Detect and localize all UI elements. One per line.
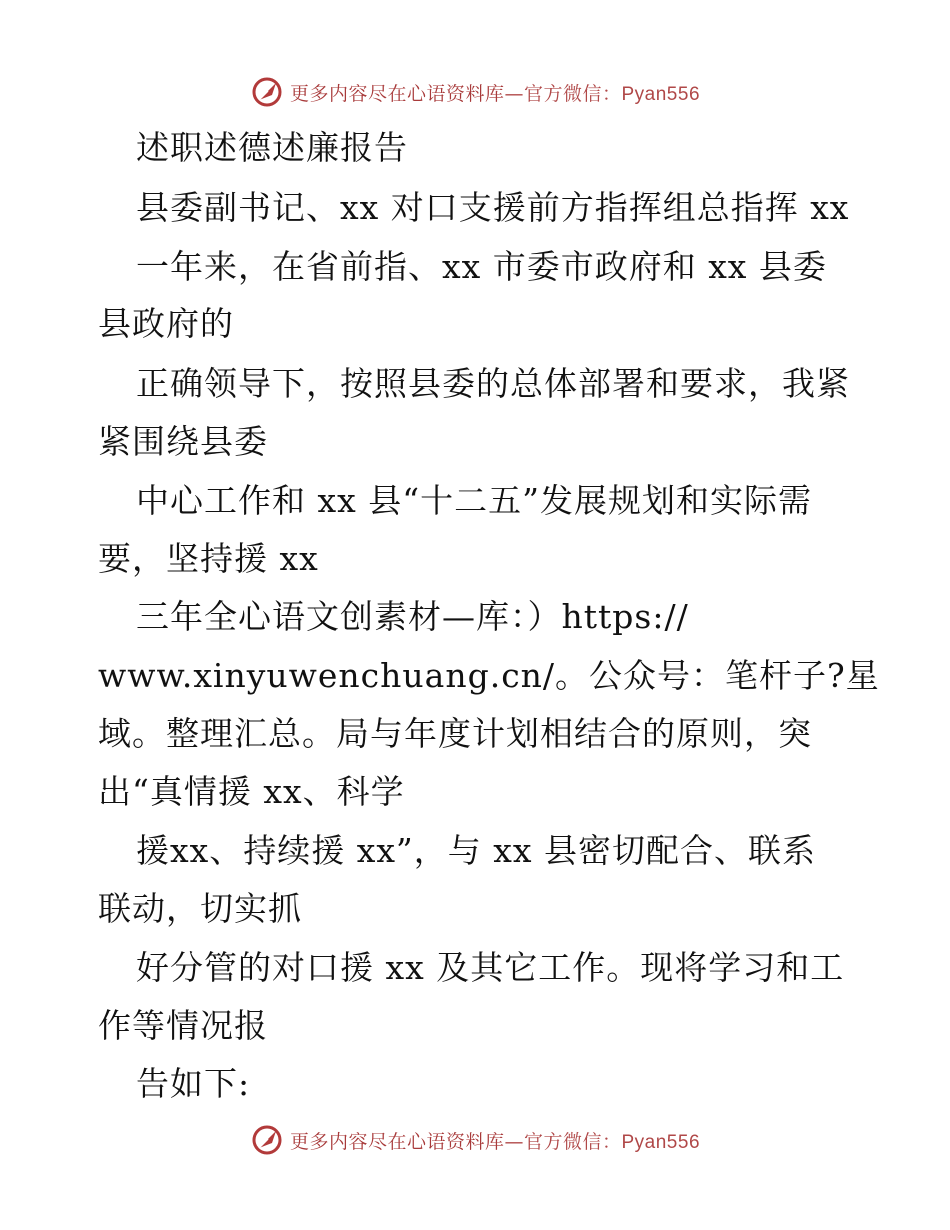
header-watermark-banner [0,72,950,112]
quill-logo-icon [250,1123,284,1157]
watermark-text: 更多内容尽在心语资料库—官方微信：Pyan556 [289,82,701,105]
text-line: 好分管的对口援 xx 及其它工作。现将学习和工 [136,948,845,987]
text-line: 正确领导下，按照县委的总体部署和要求，我紧 [136,364,850,403]
text-line: www.xinyuwenchuang.cn/。公众号：笔杆子?星 [98,656,880,695]
text-line: 作等情况报 [98,1006,268,1045]
document-title: 述职述德述廉报告 [136,128,408,167]
text-line: 县委副书记、xx 对口支援前方指挥组总指挥 xx [136,188,850,227]
footer-watermark-banner [0,1120,950,1160]
text-line: 三年全心语文创素材—库：）https:// [136,597,689,636]
quill-logo-icon [250,75,284,109]
text-line: 紧围绕县委 [98,422,268,461]
text-line: 要，坚持援 xx [98,539,319,578]
text-line: 一年来，在省前指、xx 市委市政府和 xx 县委 [136,247,827,286]
watermark-text: 更多内容尽在心语资料库—官方微信：Pyan556 [289,1130,701,1153]
text-line: 援xx、持续援 xx”，与 xx 县密切配合、联系 [136,831,817,870]
text-line: 告如下: [136,1064,251,1103]
text-line: 县政府的 [98,304,234,343]
text-line: 中心工作和 xx 县“十二五”发展规划和实际需 [136,481,812,520]
text-line: 联动，切实抓 [98,889,302,928]
text-line: 出“真情援 xx、科学 [98,772,405,811]
text-line: 域。整理汇总。局与年度计划相结合的原则，突 [98,714,812,753]
